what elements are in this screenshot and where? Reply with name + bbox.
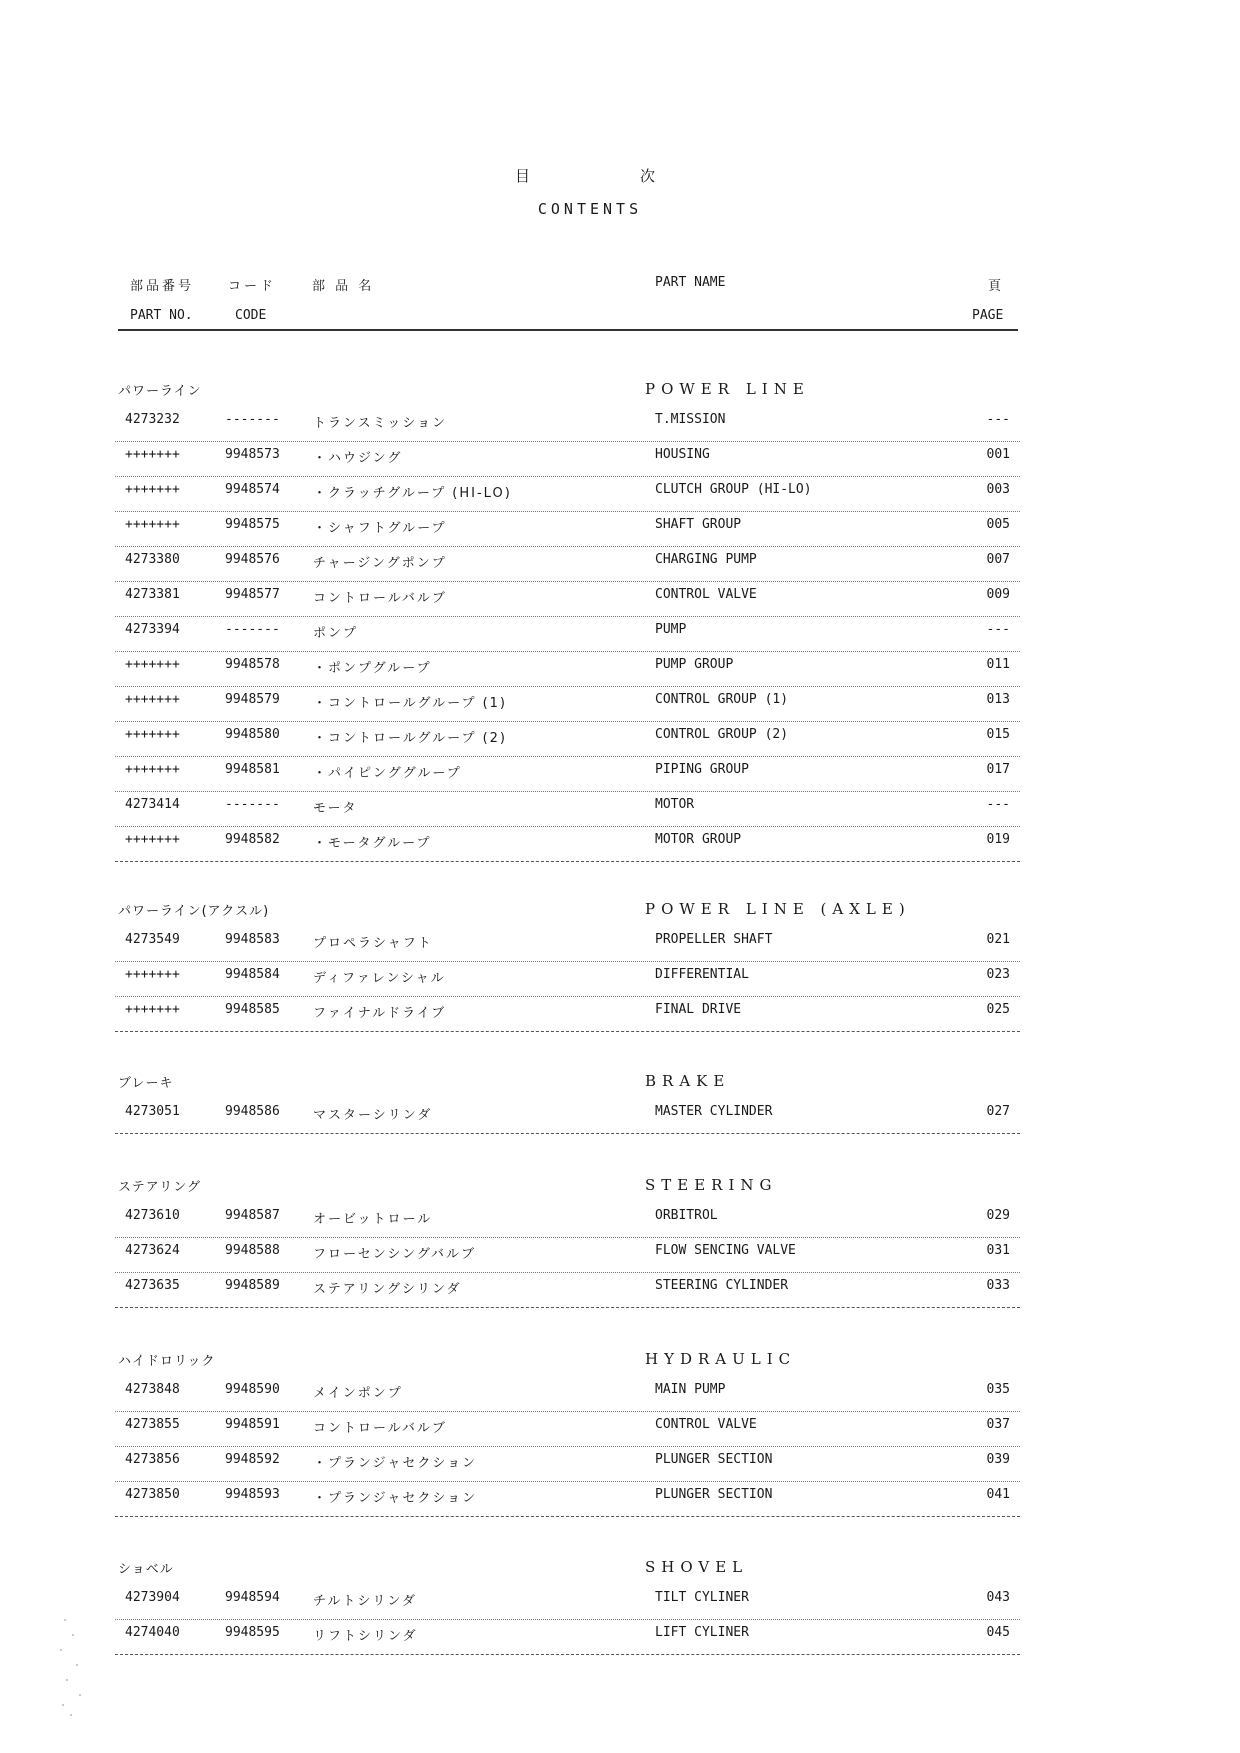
code: 9948576 [225,552,280,567]
contents-row [115,926,1020,962]
part-number: 4273635 [125,1278,180,1293]
part-number: 4273848 [125,1382,180,1397]
part-name-jp: メインポンプ [313,1386,403,1401]
part-name-en: CONTROL VALVE [655,587,757,602]
page-number: 017 [986,762,1010,777]
part-number: 4273904 [125,1590,180,1605]
contents-row [115,616,1020,652]
contents-row [115,441,1020,477]
part-name-en: SHAFT GROUP [655,517,742,532]
part-number: +++++++ [125,692,180,707]
code: 9948593 [225,1487,280,1502]
part-name-en: TILT CYLINER [655,1590,749,1605]
page-number: 035 [986,1382,1010,1397]
part-name-en: PIPING GROUP [655,762,749,777]
scan-speckle [55,1610,95,1720]
page-number: 015 [986,727,1010,742]
code: 9948580 [225,727,280,742]
code: 9948591 [225,1417,280,1432]
contents-row [115,406,1020,442]
page-number: 031 [986,1243,1010,1258]
header-rule [118,329,1018,331]
part-name-jp: ・シャフトグループ [313,521,447,536]
code: 9948582 [225,832,280,847]
part-name-jp: ・プランジャセクション [313,1491,478,1506]
code: 9948578 [225,657,280,672]
part-name-jp: マスターシリンダ [313,1108,433,1123]
part-name-en: HOUSING [655,447,710,462]
part-name-en: CLUTCH GROUP (HI-LO) [655,482,812,497]
section-title-en: HYDRAULIC [645,1350,797,1368]
part-name-jp: ・パイピンググループ [313,766,462,781]
part-name-jp: ・コントロールグループ (2) [313,731,507,746]
page-number: 003 [986,482,1010,497]
code: 9948584 [225,967,280,982]
part-number: +++++++ [125,1002,180,1017]
part-number: 4273856 [125,1452,180,1467]
page-number: 033 [986,1278,1010,1293]
part-number: 4273232 [125,412,180,427]
part-name-en: CONTROL GROUP (2) [655,727,789,742]
title-jp-char-2: 次 [639,167,655,185]
part-number: +++++++ [125,657,180,672]
part-name-en: STEERING CYLINDER [655,1278,789,1293]
part-name-jp: ・コントロールグループ (1) [313,696,507,711]
contents-row [115,476,1020,512]
part-name-en: PUMP [655,622,687,637]
part-name-jp: チャージングポンプ [313,556,447,571]
part-number: +++++++ [125,832,180,847]
header-part-name-en: PART NAME [655,275,726,290]
contents-row [115,1619,1020,1655]
code: 9948588 [225,1243,280,1258]
part-name-en: PROPELLER SHAFT [655,932,773,947]
section-title-jp: ショベル [118,1562,174,1577]
title-jp-char-1: 目 [515,167,531,185]
page-number: --- [986,622,1010,637]
code: 9948589 [225,1278,280,1293]
code: 9948587 [225,1208,280,1223]
code: ------- [225,412,280,427]
page-number: 037 [986,1417,1010,1432]
contents-row [115,546,1020,582]
part-name-en: CHARGING PUMP [655,552,757,567]
contents-row [115,1446,1020,1482]
part-number: +++++++ [125,517,180,532]
part-name-en: MOTOR [655,797,695,812]
part-number: 4274040 [125,1625,180,1640]
code: 9948574 [225,482,280,497]
part-number: 4273549 [125,932,180,947]
code: 9948585 [225,1002,280,1017]
part-name-en: T.MISSION [655,412,726,427]
page-number: 007 [986,552,1010,567]
part-name-en: PLUNGER SECTION [655,1452,773,1467]
page-number: 027 [986,1104,1010,1119]
header-part-no-jp: 部品番号 [130,279,195,294]
page-title: CONTENTS [537,200,643,218]
page-number: 041 [986,1487,1010,1502]
contents-row [115,1272,1020,1308]
page-number: 045 [986,1625,1010,1640]
part-name-jp: ポンプ [313,626,359,641]
code: 9948581 [225,762,280,777]
contents-row [115,1202,1020,1238]
page-number: 029 [986,1208,1010,1223]
contents-row [115,1098,1020,1134]
page-number: --- [986,797,1010,812]
contents-row [115,1481,1020,1517]
header-name-jp: 部 品 名 [312,279,375,294]
part-name-jp: ・ハウジング [313,451,403,466]
part-name-en: MAIN PUMP [655,1382,726,1397]
part-number: 4273610 [125,1208,180,1223]
part-number: 4273624 [125,1243,180,1258]
header-page-en: PAGE [972,308,1004,323]
header-part-no-en: PART NO. [130,308,193,323]
contents-row [115,1411,1020,1447]
page-number: 023 [986,967,1010,982]
section-title-en: SHOVEL [645,1558,749,1576]
contents-row [115,511,1020,547]
part-name-jp: リフトシリンダ [313,1629,418,1644]
part-name-jp: ・ポンプグループ [313,661,432,676]
page-number: 039 [986,1452,1010,1467]
section-title-jp: パワーライン(アクスル) [118,904,270,919]
page-number: --- [986,412,1010,427]
part-number: 4273394 [125,622,180,637]
part-name-en: ORBITROL [655,1208,718,1223]
part-number: +++++++ [125,482,180,497]
contents-row [115,826,1020,862]
code: 9948592 [225,1452,280,1467]
part-number: +++++++ [125,447,180,462]
code: 9948579 [225,692,280,707]
contents-row [115,1376,1020,1412]
header-code-en: CODE [235,308,267,323]
part-name-jp: ステアリングシリンダ [313,1282,462,1297]
part-name-jp: オービットロール [313,1212,433,1227]
part-name-jp: コントロールバルブ [313,591,447,606]
part-name-en: PLUNGER SECTION [655,1487,773,1502]
part-name-jp: ・クラッチグループ (HI-LO) [313,486,512,501]
page-number: 025 [986,1002,1010,1017]
section-title-en: POWER LINE [645,380,810,398]
part-name-jp: ファイナルドライブ [313,1006,447,1021]
page-number: 013 [986,692,1010,707]
section-title-jp: ブレーキ [118,1076,174,1091]
part-number: 4273051 [125,1104,180,1119]
code: 9948573 [225,447,280,462]
part-name-en: CONTROL GROUP (1) [655,692,789,707]
part-name-en: CONTROL VALVE [655,1417,757,1432]
contents-row [115,996,1020,1032]
contents-row [115,756,1020,792]
part-number: 4273381 [125,587,180,602]
part-name-en: MOTOR GROUP [655,832,742,847]
part-name-en: FINAL DRIVE [655,1002,742,1017]
contents-row [115,581,1020,617]
code: 9948583 [225,932,280,947]
code: ------- [225,622,280,637]
page-number: 011 [986,657,1010,672]
contents-row [115,651,1020,687]
part-number: 4273855 [125,1417,180,1432]
section-title-jp: パワーライン [118,384,202,399]
part-name-en: DIFFERENTIAL [655,967,749,982]
contents-row [115,791,1020,827]
part-name-jp: ・モータグループ [313,836,432,851]
part-number: 4273380 [125,552,180,567]
page-number: 043 [986,1590,1010,1605]
part-name-jp: トランスミッション [313,416,448,431]
header-code-jp: コード [228,279,277,294]
contents-row [115,1237,1020,1273]
contents-row [115,1584,1020,1620]
code: ------- [225,797,280,812]
page-number: 005 [986,517,1010,532]
page-number: 009 [986,587,1010,602]
page-number: 021 [986,932,1010,947]
title-japanese [515,165,655,186]
part-name-en: LIFT CYLINER [655,1625,749,1640]
page-number: 019 [986,832,1010,847]
page-number: 001 [986,447,1010,462]
code: 9948594 [225,1590,280,1605]
section-title-jp: ステアリング [118,1180,201,1195]
section-title-en: BRAKE [645,1072,731,1090]
part-name-jp: コントロールバルブ [313,1421,447,1436]
part-number: +++++++ [125,727,180,742]
code: 9948577 [225,587,280,602]
contents-row [115,721,1020,757]
code: 9948595 [225,1625,280,1640]
part-name-jp: チルトシリンダ [313,1594,417,1609]
section-title-en: POWER LINE (AXLE) [645,900,911,918]
part-name-jp: ディファレンシャル [313,971,446,986]
section-title-en: STEERING [645,1176,778,1194]
part-name-jp: フローセンシングバルブ [313,1247,477,1262]
part-number: 4273850 [125,1487,180,1502]
part-name-jp: プロペラシャフト [313,936,433,951]
contents-row [115,686,1020,722]
code: 9948590 [225,1382,280,1397]
part-name-en: PUMP GROUP [655,657,734,672]
code: 9948575 [225,517,280,532]
part-number: 4273414 [125,797,180,812]
part-number: +++++++ [125,967,180,982]
header-page-jp: 頁 [988,279,1005,294]
part-name-en: FLOW SENCING VALVE [655,1243,796,1258]
code: 9948586 [225,1104,280,1119]
part-name-jp: モータ [313,801,358,816]
section-title-jp: ハイドロリック [118,1354,216,1369]
part-number: +++++++ [125,762,180,777]
contents-row [115,961,1020,997]
part-name-jp: ・プランジャセクション [313,1456,478,1471]
part-name-en: MASTER CYLINDER [655,1104,773,1119]
